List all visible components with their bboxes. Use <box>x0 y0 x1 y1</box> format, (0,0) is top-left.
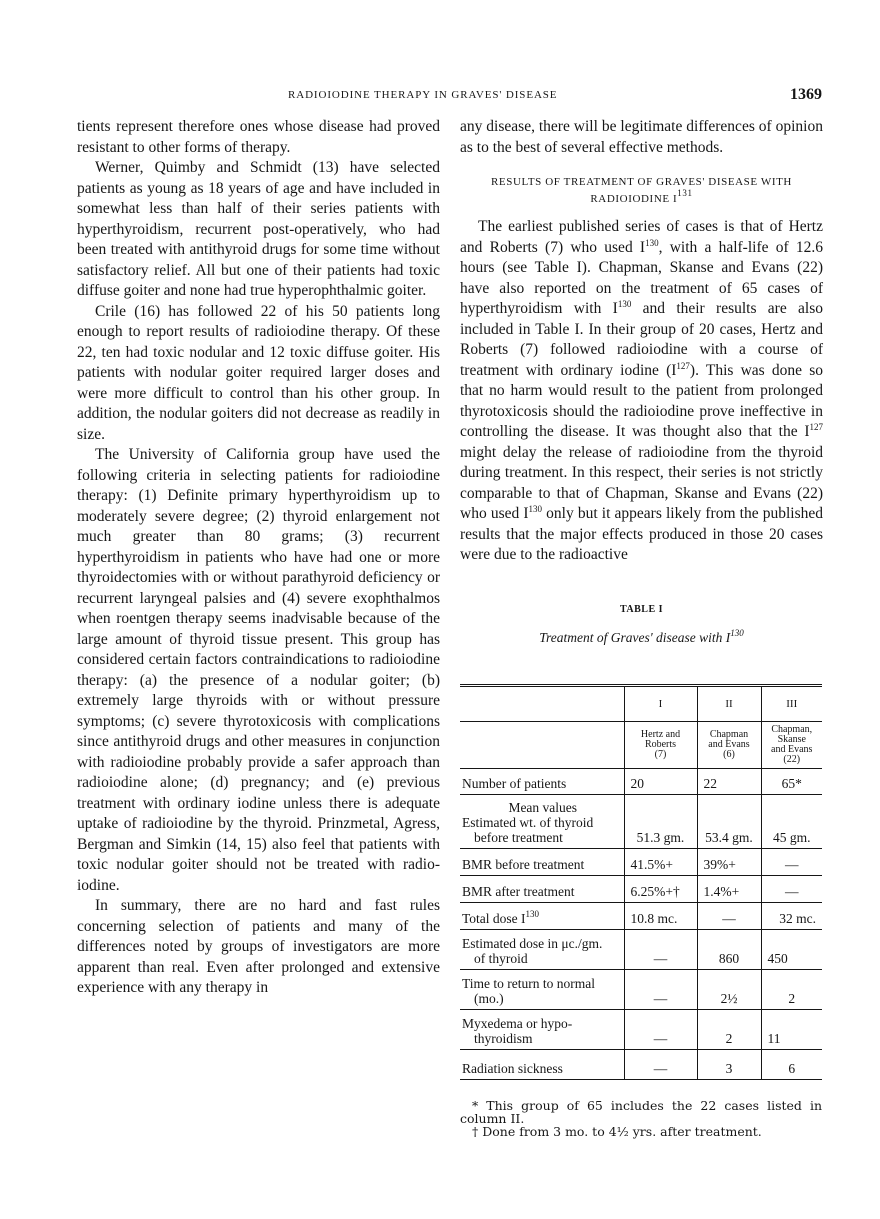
column-authors: Chapman, Skanse and Evans (22) <box>761 722 822 769</box>
table-header-roman <box>460 686 822 722</box>
paragraph: In summary, there are no hard and fast rules concerning selection of patients and many of the differences noted by groups of investigators are more apparent than real. Even after prolonged and extensive experience with any therapy in <box>77 897 440 996</box>
table-row: Radiation sickness — 3 6 <box>460 1050 822 1080</box>
page-number: 1369 <box>790 86 822 103</box>
table-caption: Treatment of Graves' disease with $I^{130}$ <box>539 628 744 645</box>
column-authors: Hertz and Roberts (7) <box>624 722 697 769</box>
table-footnotes <box>460 1099 822 1138</box>
left-column <box>77 117 440 999</box>
table-row: BMR before treatment 41.5%+ 39%+ — <box>460 849 822 876</box>
table-row: BMR after treatment 6.25%+† 1.4%+ — <box>460 876 822 903</box>
column-header: I <box>624 686 697 722</box>
table-row: Myxedema or hypo- thyroidism — 2 11 <box>460 1010 822 1050</box>
table-row: Number of patients 20 22 65* <box>460 769 822 795</box>
footnote: * This group of 65 includes the 22 cases listed in column II. <box>460 1098 822 1126</box>
column-header: III <box>761 686 822 722</box>
column-header: II <box>697 686 761 722</box>
column-authors: Chapman and Evans (6) <box>697 722 761 769</box>
section-heading: RESULTS OF TREATMENT OF GRAVES' DISEASE WITH RADIOIODINE $I^{131}$ <box>491 176 792 205</box>
table-header-authors <box>460 722 822 769</box>
table-label: TABLE I <box>619 603 664 615</box>
paragraph: Werner, Quimby and Schmidt (13) have selected patients as young as 18 years of age and have included in somewhat less than half of their series patients with hyperthyroidism, recurrent post-operatively, who had been treated with antithyroid drugs for some time without satisfactory relief. All but one of their patients had toxic diffuse goiter and none had true hyperophthalmic goiter. <box>77 159 440 299</box>
table-row: Total dose $I^{130}$ 10.8 mc. — 32 mc. <box>460 903 822 930</box>
table-row: Time to return to normal (mo.) — 2½ 2 <box>460 970 822 1010</box>
results-table <box>460 684 822 1080</box>
table-row: Estimated dose in μc./gm. of thyroid — 860 450 <box>460 930 822 970</box>
footnote: † Done from 3 mo. to 4½ yrs. after treatment. <box>472 1124 762 1139</box>
table-row: Mean values Estimated wt. of thyroid before treatment 51.3 gm. 53.4 gm. 45 gm. <box>460 795 822 849</box>
paragraph: any disease, there will be legitimate differences of opinion as to the best of several effective methods. <box>460 118 823 156</box>
paragraph: The earliest published series of cases is that of Hertz and Roberts (7) who used $I^{130}$, with a half-life of 12.6 hours (see Table I). Chapman, Skanse and Evans (22) have also reported on the treatment of 65 cases of hyperthyroidism with $I^{130}$ and their results are also included in Table I. In their group of 20 cases, Hertz and Roberts (7) followed radioiodine with a course of treatment with ordinary iodine $(I^{127})$. This was done so that no harm would result to the patient from prolonged thyrotoxicosis should the radioiodine prove ineffective in controlling the disease. It was thought also that the $I^{127}$ might delay the release of radioiodine from the thyroid during treatment. In this respect, their series is not strictly comparable to that of Chapman, Skanse and Evans (22) who used $I^{130}$ only but it appears likely from the published results that the major effects produced in those 20 cases were due to the radioactive <box>460 218 824 563</box>
running-title: RADIOIODINE THERAPY IN GRAVES' DISEASE <box>288 89 558 101</box>
paragraph: Crile (16) has followed 22 of his 50 patients long enough to report results of radioiodine therapy. Of these 22, ten had toxic nodular and 12 toxic diffuse goiter. His patients with nodular goiter required larger doses and were more difficult to control than his other group. In addition, the nodular goiters did not decrease as readily in size. <box>77 302 440 443</box>
right-column <box>460 117 823 649</box>
paragraph: The University of California group have used the following criteria in selecting patients for radioiodine therapy: (1) Definite primary hyperthyroidism up to moderately severe degree; (2) thyroid enlargement not much greater than 80 grams; (3) recurrent hyperthyroidism in patients who have had one or more thyroidectomies with or without parathyroid deficiency or recurrent laryngeal palsies and (4) severe exophthalmos when roentgen therapy seems inadvisable because of the large amount of thyroid tissue present. This group has considered certain factors contraindications to radioiodine therapy: (a) the presence of a nodular goiter; (b) extremely large thyroids with or without pressure symptoms; (c) severe thyrotoxicosis with complications since antithyroid drugs and other measures in conjunction with radioiodine probably provide a safer approach than radioiodine alone; (d) pregnancy; and (e) previous treatment with ordinary iodine unless there is adequate uptake of radioiodine by the thyroid. Prinzmetal, Agress, Bergman and Simkin (14, 15) also feel that patients with toxic nodular goiter should not be treated with radioiodine. <box>77 446 440 894</box>
running-head <box>76 86 822 109</box>
paragraph: tients represent therefore ones whose disease had proved resistant to other forms of therapy. <box>77 118 440 156</box>
